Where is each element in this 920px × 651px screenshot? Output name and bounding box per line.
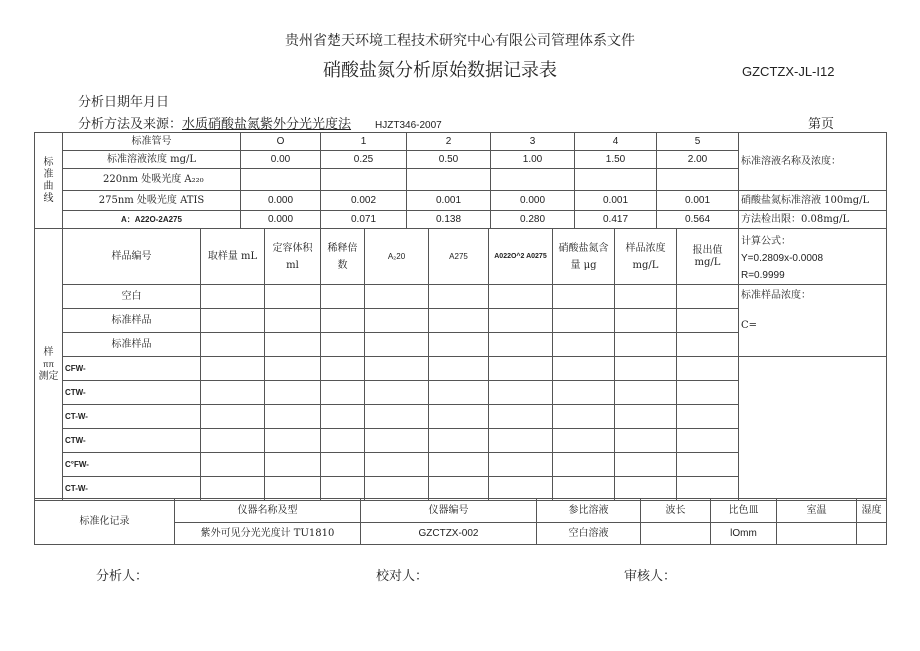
a-diff-cell: 0.000: [241, 211, 321, 229]
a275-cell: 0.001: [657, 191, 739, 211]
tube-number: 2: [407, 133, 491, 151]
concentration-cell: 0.00: [241, 151, 321, 169]
cuvette-value: lOmm: [711, 523, 777, 545]
sample-row-label: 空白: [63, 285, 201, 309]
standard-solution-label: 标准溶液名称及浓度：: [739, 133, 887, 191]
method-label: 分析方法及来源：: [78, 117, 183, 132]
formula-cell: 计算公式： Y=0.2809x-0.0008 R=0.9999: [739, 229, 887, 285]
method-standard: HJZT346-2007: [375, 120, 442, 131]
a-diff-cell: 0.417: [575, 211, 657, 229]
row-label-a275: 275nm 处吸光度 ATIS: [63, 191, 241, 211]
a275-cell: 0.000: [241, 191, 321, 211]
reference-solution-header: 参比溶液: [537, 499, 641, 523]
standard-curve-table: [34, 132, 887, 229]
page-number-label: 第页: [808, 117, 835, 132]
humidity-header: 湿度: [857, 499, 887, 523]
cuvette-header: 比色皿: [711, 499, 777, 523]
a275-cell: 0.001: [575, 191, 657, 211]
organization-header: 贵州省楚天环境工程技术研究中心有限公司管理体系文件: [285, 33, 635, 49]
sample-row-label: 标准样品: [63, 309, 201, 333]
standard-solution-value: 硝酸盐氮标准溶液 100mg/L: [739, 191, 887, 211]
curve-side-label: 标 准 曲 线: [35, 133, 63, 229]
room-temp-value: [777, 523, 857, 545]
a220-cell: [241, 169, 321, 191]
instrument-name-value: 紫外可见分光光度计 TU1810: [175, 523, 361, 545]
instrument-no-header: 仪器编号: [361, 499, 537, 523]
tube-number: 4: [575, 133, 657, 151]
concentration-cell: 1.00: [491, 151, 575, 169]
concentration-cell: 1.50: [575, 151, 657, 169]
detection-limit: 方法检出限：0.08mg/L: [739, 211, 887, 229]
method-name: 水质硝酸盐氮紫外分光光度法: [182, 117, 352, 132]
a220-cell: [407, 169, 491, 191]
standardization-table: [34, 498, 887, 545]
a220-cell: [657, 169, 739, 191]
header-a275: A275: [429, 229, 489, 285]
concentration-cell: 0.25: [321, 151, 407, 169]
instrument-no-value: GZCTZX-002: [361, 523, 537, 545]
analyst-signature: 分析人：: [96, 569, 149, 584]
reference-solution-value: 空白溶液: [537, 523, 641, 545]
analysis-method: [78, 113, 442, 132]
page-title: 硝酸盐氮分析原始数据记录表: [323, 60, 557, 81]
tube-number: 5: [657, 133, 739, 151]
std-sample-conc-cell: 标准样品浓度： C=: [739, 285, 887, 357]
header-dilution: 稀释倍数: [321, 229, 365, 285]
sample-side-label: 样 ππ 测定: [35, 229, 63, 501]
analysis-date-label: 分析日期年月日: [78, 95, 170, 110]
header-report: 报出值 mg/L: [677, 229, 739, 285]
row-label-concentration: 标准溶液浓度 mg/L: [63, 151, 241, 169]
a220-cell: [491, 169, 575, 191]
sample-row-label: C°FW-: [63, 453, 201, 477]
document-code: GZCTZX-JL-I12: [742, 64, 835, 79]
checker-signature: 校对人：: [376, 569, 429, 584]
header-conc: 样品浓度 mg/L: [615, 229, 677, 285]
concentration-cell: 2.00: [657, 151, 739, 169]
row-label-a220: 220nm 处吸光度 A₂₂₀: [63, 169, 241, 191]
row-label-a-diff: A：A22O-2A275: [63, 211, 241, 229]
instrument-name-header: 仪器名称及型: [175, 499, 361, 523]
a-diff-cell: 0.280: [491, 211, 575, 229]
sample-row-label: CT-W-: [63, 405, 201, 429]
header-const-volume: 定容体积 ml: [265, 229, 321, 285]
a-diff-cell: 0.564: [657, 211, 739, 229]
header-sample-no: 样品编号: [63, 229, 201, 285]
header-a220: A₂20: [365, 229, 429, 285]
a275-cell: 0.000: [491, 191, 575, 211]
tube-number: 3: [491, 133, 575, 151]
sample-measurement-table: [34, 228, 887, 501]
header-amount: 硝酸盐氮含量 μg: [553, 229, 615, 285]
sample-row-label: CFW-: [63, 357, 201, 381]
humidity-value: [857, 523, 887, 545]
a-diff-cell: 0.071: [321, 211, 407, 229]
wavelength-header: 波长: [641, 499, 711, 523]
sample-row-label: CT-W-: [63, 477, 201, 501]
concentration-cell: 0.50: [407, 151, 491, 169]
a220-cell: [321, 169, 407, 191]
tube-number: O: [241, 133, 321, 151]
room-temp-header: 室温: [777, 499, 857, 523]
header-volume: 取样量 mL: [201, 229, 265, 285]
standardization-label: 标准化记录: [35, 499, 175, 545]
sample-row-label: CTW-: [63, 381, 201, 405]
header-a-calc: A022O^2 A0275: [489, 229, 553, 285]
a-diff-cell: 0.138: [407, 211, 491, 229]
a275-cell: 0.001: [407, 191, 491, 211]
row-label-tube: 标准管号: [63, 133, 241, 151]
reviewer-signature: 审核人：: [624, 569, 677, 584]
a275-cell: 0.002: [321, 191, 407, 211]
a220-cell: [575, 169, 657, 191]
sample-row-label: 标准样品: [63, 333, 201, 357]
wavelength-value: [641, 523, 711, 545]
tube-number: 1: [321, 133, 407, 151]
sample-row-label: CTW-: [63, 429, 201, 453]
